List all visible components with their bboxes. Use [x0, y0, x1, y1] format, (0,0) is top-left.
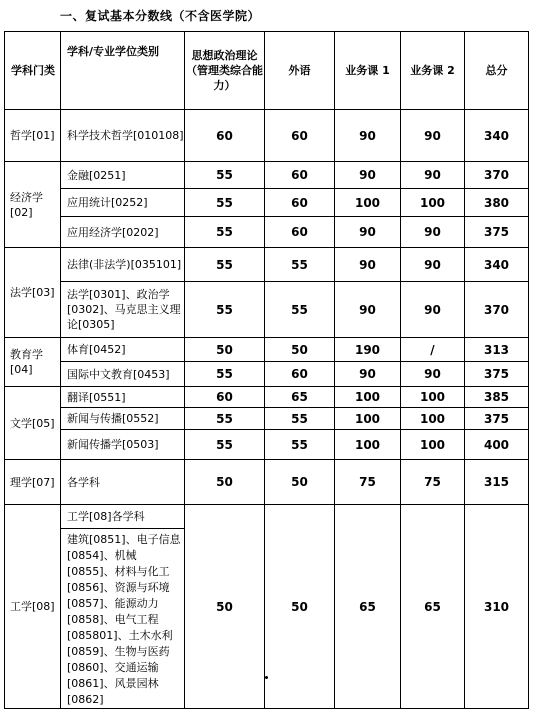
course1-cell: 90 — [335, 282, 401, 338]
category-cell: 哲学[01] — [5, 110, 61, 162]
total-cell: 375 — [465, 408, 529, 430]
table-row — [5, 162, 529, 189]
language-cell: 60 — [265, 110, 335, 162]
category-cell: 教育学[04] — [5, 338, 61, 387]
language-cell: 55 — [265, 430, 335, 460]
politics-cell: 55 — [185, 282, 265, 338]
course2-cell: 65 — [401, 505, 465, 709]
language-cell: 60 — [265, 217, 335, 248]
category-cell: 工学[08] — [5, 505, 61, 709]
table-row — [5, 460, 529, 505]
table-row — [5, 338, 529, 362]
header-politics: 思想政治理论（管理类综合能力） — [185, 32, 265, 110]
language-cell: 55 — [265, 282, 335, 338]
header-language: 外语 — [265, 32, 335, 110]
language-cell: 55 — [265, 248, 335, 282]
score-table — [4, 31, 529, 709]
course2-cell: 100 — [401, 430, 465, 460]
program-cell: 法律(非法学)[035101] — [61, 248, 185, 282]
program-cell: 翻译[0551] — [61, 387, 185, 408]
language-cell: 50 — [265, 505, 335, 709]
table-row — [5, 505, 529, 529]
politics-cell: 55 — [185, 430, 265, 460]
language-cell: 60 — [265, 162, 335, 189]
table-row — [5, 282, 529, 338]
course2-cell: 90 — [401, 362, 465, 387]
course2-cell: 100 — [401, 408, 465, 430]
table-row — [5, 110, 529, 162]
course2-cell: 90 — [401, 217, 465, 248]
course1-cell: 65 — [335, 505, 401, 709]
language-cell: 55 — [265, 408, 335, 430]
header-row — [5, 32, 529, 110]
politics-cell: 55 — [185, 248, 265, 282]
program-cell: 应用统计[0252] — [61, 189, 185, 217]
total-cell: 370 — [465, 282, 529, 338]
table-row — [5, 387, 529, 408]
language-cell: 65 — [265, 387, 335, 408]
program-cell: 应用经济学[0202] — [61, 217, 185, 248]
total-cell: 400 — [465, 430, 529, 460]
politics-cell: 60 — [185, 387, 265, 408]
course1-cell: 190 — [335, 338, 401, 362]
politics-cell: 55 — [185, 362, 265, 387]
course1-cell: 75 — [335, 460, 401, 505]
header-total: 总分 — [465, 32, 529, 110]
table-row — [5, 189, 529, 217]
program-cell: 科学技术哲学[010108] — [61, 110, 185, 162]
course2-cell: 90 — [401, 110, 465, 162]
total-cell: 313 — [465, 338, 529, 362]
total-cell: 375 — [465, 217, 529, 248]
program-cell: 体育[0452] — [61, 338, 185, 362]
politics-cell: 50 — [185, 338, 265, 362]
section-title: 一、复试基本分数线（不含医学院） — [60, 9, 261, 23]
course2-cell: 100 — [401, 387, 465, 408]
course1-cell: 100 — [335, 189, 401, 217]
course1-cell: 90 — [335, 162, 401, 189]
course1-cell: 90 — [335, 248, 401, 282]
language-cell: 60 — [265, 189, 335, 217]
total-cell: 310 — [465, 505, 529, 709]
table-row — [5, 408, 529, 430]
page-mark — [265, 676, 268, 679]
total-cell: 375 — [465, 362, 529, 387]
program-cell: 各学科 — [61, 460, 185, 505]
category-cell: 经济学[02] — [5, 162, 61, 248]
politics-cell: 55 — [185, 408, 265, 430]
program-cell: 金融[0251] — [61, 162, 185, 189]
header-course1: 业务课 1 — [335, 32, 401, 110]
total-cell: 380 — [465, 189, 529, 217]
course2-cell: 100 — [401, 189, 465, 217]
course2-cell: 90 — [401, 162, 465, 189]
politics-cell: 50 — [185, 505, 265, 709]
course1-cell: 100 — [335, 430, 401, 460]
course2-cell: 90 — [401, 248, 465, 282]
course1-cell: 100 — [335, 408, 401, 430]
category-cell: 理学[07] — [5, 460, 61, 505]
politics-cell: 50 — [185, 460, 265, 505]
program-cell: 国际中文教育[0453] — [61, 362, 185, 387]
course1-cell: 90 — [335, 217, 401, 248]
politics-cell: 55 — [185, 189, 265, 217]
header-course2: 业务课 2 — [401, 32, 465, 110]
course2-cell: 75 — [401, 460, 465, 505]
language-cell: 50 — [265, 460, 335, 505]
total-cell: 315 — [465, 460, 529, 505]
header-program: 学科/专业学位类别 — [61, 32, 185, 110]
course1-cell: 90 — [335, 110, 401, 162]
program-cell: 工学[08]各学科 — [61, 505, 185, 529]
language-cell: 50 — [265, 338, 335, 362]
program-cell: 新闻与传播[0552] — [61, 408, 185, 430]
table-row — [5, 430, 529, 460]
course1-cell: 100 — [335, 387, 401, 408]
course2-cell: / — [401, 338, 465, 362]
header-category: 学科门类 — [5, 32, 61, 110]
total-cell: 370 — [465, 162, 529, 189]
total-cell: 340 — [465, 110, 529, 162]
table-row — [5, 217, 529, 248]
category-cell: 法学[03] — [5, 248, 61, 338]
table-row — [5, 362, 529, 387]
politics-cell: 55 — [185, 162, 265, 189]
total-cell: 385 — [465, 387, 529, 408]
table-row — [5, 248, 529, 282]
category-cell: 文学[05] — [5, 387, 61, 460]
program-cell: 建筑[0851]、电子信息[0854]、机械[0855]、材料与化工[0856]、资源与环境[0857]、能源动力[0858]、电气工程[085801]、土木水利[0859]、生物与医药[0860]、交通运输[0861]、风景园林[0862] — [61, 529, 185, 709]
course2-cell: 90 — [401, 282, 465, 338]
course1-cell: 90 — [335, 362, 401, 387]
politics-cell: 55 — [185, 217, 265, 248]
program-cell: 新闻传播学[0503] — [61, 430, 185, 460]
total-cell: 340 — [465, 248, 529, 282]
politics-cell: 60 — [185, 110, 265, 162]
program-cell: 法学[0301]、政治学[0302]、马克思主义理论[0305] — [61, 282, 185, 338]
language-cell: 60 — [265, 362, 335, 387]
